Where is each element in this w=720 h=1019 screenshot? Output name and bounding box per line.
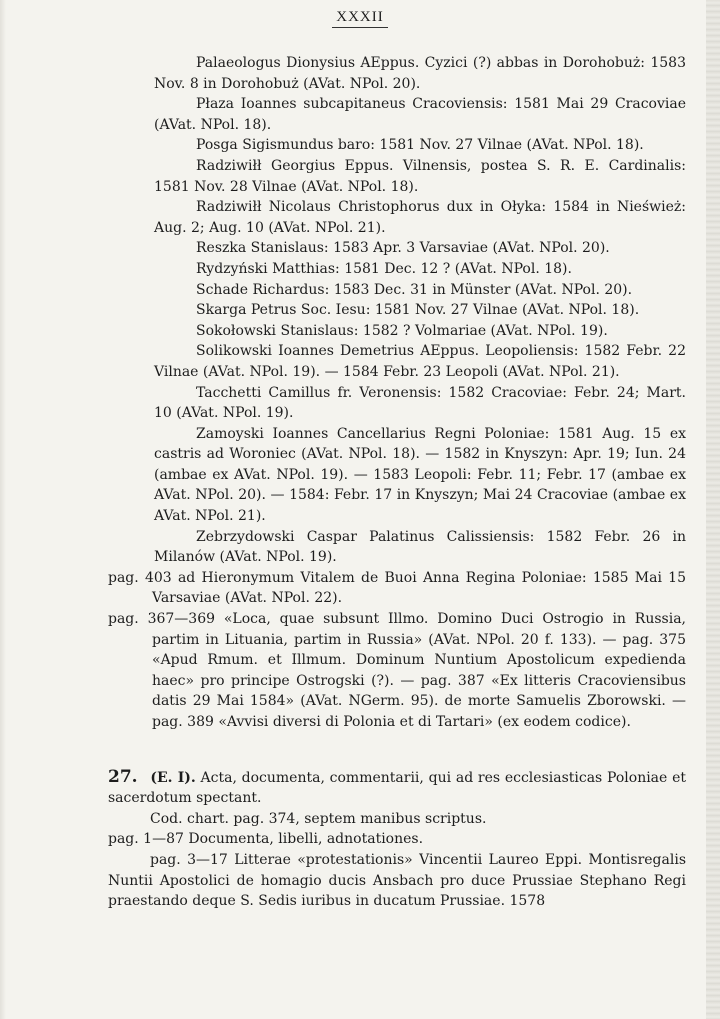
index-entry: Sokołowski Stanislaus: 1582 ? Volmariae (AVat. NPol. 19). (196, 322, 608, 339)
index-entry: Zebrzydowski Caspar Palatinus Calissiensis: 1582 Febr. 26 in Milanów (AVat. NPol. 19). (154, 528, 686, 566)
index-entry: Płaza Ioannes subcapitaneus Cracoviensis: 1581 Mai 29 Cracoviae (AVat. NPol. 18). (154, 96, 686, 133)
index-entry: Skarga Petrus Soc. Iesu: 1581 Nov. 27 Vilnae (AVat. NPol. 18). (196, 302, 640, 319)
index-entry: Solikowski Ioannes Demetrius AEppus. Leopoliensis: 1582 Febr. 22 Vilnae (AVat. NPol. 19). — 1584 Febr. 23 Leopoli (AVat. NPol. 21). (154, 343, 686, 380)
index-entry: Rydzyński Matthias: 1581 Dec. 12 ? (AVat. NPol. 18). (196, 260, 572, 277)
page-right-edge (706, 0, 720, 1019)
index-entry: Radziwiłł Georgius Eppus. Vilnensis, postea S. R. E. Cardinalis: 1581 Nov. 28 Vilnae (AVat. NPol. 18). (154, 157, 686, 195)
index-entry: Tacchetti Camillus fr. Veronensis: 1582 Cracoviae: Febr. 24; Mart. 10 (AVat. NPol. 19). (154, 384, 686, 422)
page-number: XXXII (332, 9, 388, 28)
pag-line: pag. 403 ad Hieronymum Vitalem de Buoi Anna Regina Poloniae: 1585 Mai 15 Varsaviae (AVat. NPol. 22). (108, 569, 686, 607)
page-header (0, 9, 720, 26)
index-entry: Radziwiłł Nicolaus Christophorus dux in Ołyka: 1584 in Nieśwież: Aug. 2; Aug. 10 (AVat. NPol. 21). (154, 199, 686, 236)
pag-line: pag. 1—87 Documenta, libelli, adnotationes. (108, 831, 424, 848)
page-left-edge (0, 0, 6, 1019)
index-entry: Zamoyski Ioannes Cancellarius Regni Poloniae: 1581 Aug. 15 ex castris ad Woroniec (AVat. NPol. 18). — 1582 in Knyszyn: Apr. 19; Iun. 24 (ambae ex AVat. NPol. 19). — 1583 Leopoli: Febr. 11; Febr. 17 (ambae ex AVat. NPol. 20). — 1584: Febr. 17 in Knyszyn; Mai 24 Cracoviae (ambae ex AVat. NPol. 21). (154, 425, 686, 525)
index-entry: Palaeologus Dionysius AEppus. Cyzici (?) abbas in Dorohobuż: 1583 Nov. 8 in Dorohobuż (AVat. NPol. 20). (154, 55, 686, 92)
index-entry: Schade Richardus: 1583 Dec. 31 in Münster (AVat. NPol. 20). (196, 281, 633, 298)
index-entry: Posga Sigismundus baro: 1581 Nov. 27 Vilnae (AVat. NPol. 18). (196, 137, 644, 154)
codex-description: Cod. chart. pag. 374, septem manibus scriptus. (150, 810, 487, 827)
page-content (108, 53, 686, 912)
pag-line: pag. 367—369 «Loca, quae subsunt Illmo. Domino Duci Ostrogio in Russia, partim in Lituania, partim in Russia» (AVat. NPol. 20 f. 133). — pag. 375 «Apud Rmum. et Illmum. Dominum Nuntium Apostolicum expedienda haec» pro principe Ostrogski (?). — pag. 387 «Ex litteris Cracoviensibus datis 29 Mai 1584» (AVat. NGerm. 95). de morte Samuelis Zborowski. — pag. 389 «Avvisi diversi di Polonia et di Tartari» (ex eodem codice). (108, 611, 686, 730)
section-number: 27. (108, 766, 138, 787)
section-heading (108, 767, 686, 809)
section-title: Acta, documenta, commentarii, qui ad res ecclesiasticas Poloniae et sacerdotum spectant. (108, 769, 686, 807)
pag-line: pag. 3—17 Litterae «protestationis» Vincentii Laureo Eppi. Montisregalis Nuntii Apostolici de homagio ducis Ansbach pro duce Prussiae Stephano Regi praestando deque S. Sedis iuribus in ducatum Prussiae. 1578 (108, 851, 686, 910)
index-entry: Reszka Stanislaus: 1583 Apr. 3 Varsaviae (AVat. NPol. 20). (196, 240, 610, 257)
section-spacer (108, 733, 686, 767)
section-code: (E. I). (150, 769, 196, 786)
